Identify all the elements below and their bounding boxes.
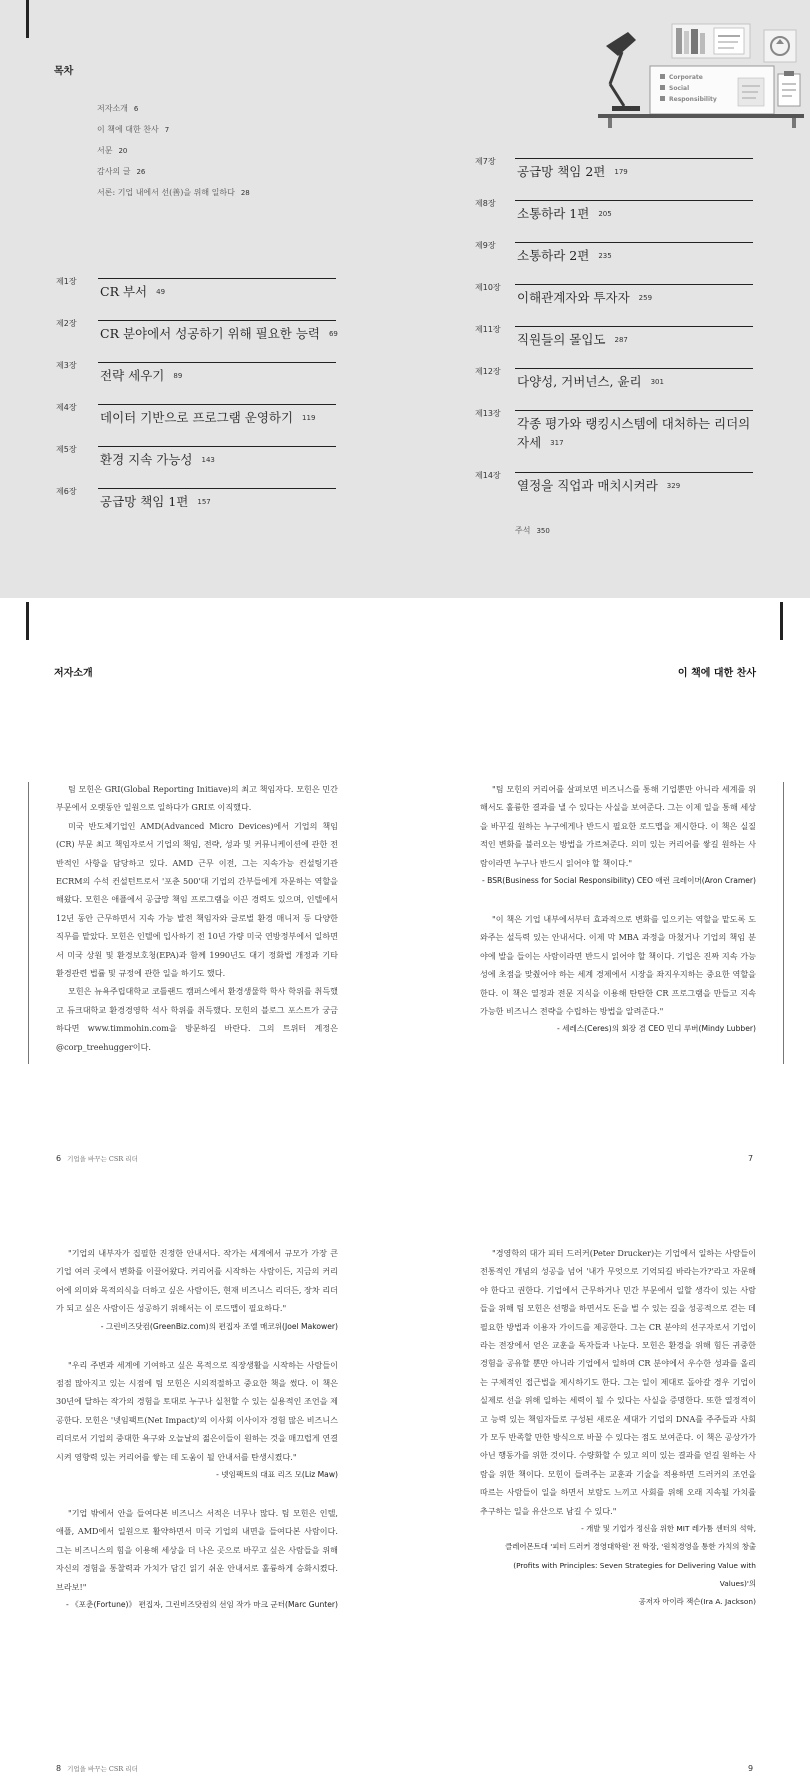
desk-surface <box>598 114 804 118</box>
toc-heading: 목차 <box>54 66 74 77</box>
praise-quote: "기업의 내부자가 집필한 진정한 안내서다. 작가는 세계에서 규모가 가장 큰 기업 여러 곳에서 변화를 이끌어왔다. 커리어를 시작하는 사람이든, 지금의 커리어에 의미와 목적의식을 더하고 싶은 사람이든, 현재 비즈니스 리더든, 장차 리더가 되고 싶은 사람이든 성공하기 위해서는 이 로드맵이 필요하다." <box>56 1248 338 1314</box>
praise-quote: "기업 밖에서 안을 들여다본 비즈니스 서적은 너무나 많다. 팀 모힌은 인텔, 애플, AMD에서 일원으로 활약하면서 미국 기업의 내면을 들여다본 사람이다. 그는 비즈니스의 힘을 이용해 세상을 더 나은 곳으로 바꾸고 싶은 사람들을 위해 자신의 경험을 통찰력과 가치가 담긴 읽기 쉬운 안내서로 훌륭하게 승화시켰다. 브라보!" <box>56 1508 338 1592</box>
chapter-number: 제10장 <box>475 283 501 292</box>
bio-paragraph: 팀 모힌은 GRI(Global Reporting Initiave)의 최고 책임자다. 모힌은 민간 부문에서 오랫동안 일원으로 일하다가 GRI로 이직했다. <box>56 784 338 813</box>
board-line-1: Corporate <box>669 74 703 81</box>
praise-attribution: - 그린비즈닷컴(GreenBiz.com)의 편집자 조엘 매코위(Joel Makower) <box>100 1321 338 1331</box>
praise-attribution: - 세레스(Ceres)의 회장 겸 CEO 민디 루버(Mindy Lubber) <box>557 1024 756 1034</box>
praise-quote: "이 책은 기업 내부에서부터 효과적으로 변화를 일으키는 역할을 맡도록 도와주는 설득력 있는 안내서다. 이제 막 MBA 과정을 마쳤거나 기업의 책임 분야에 발을 들이는 사람이라면 반드시 읽어야 할 책이다. 기업은 진짜 지속 가능성에 초점을 맞췄어야 하는 세계 경제에서 시장을 좌지우지하는 중요한 역할을 한다. 이 책은 열정과 전문 지식을 이용해 탄탄한 CR 프로그램을 만들고 지속 가능한 비즈니스 전략을 수립하는 방법을 알려준다." <box>480 914 756 1017</box>
chapter-title: 열정을 직업과 매치시켜라 329 <box>517 478 681 493</box>
chapter-rule <box>98 446 336 447</box>
bookshelf-icon <box>672 24 750 58</box>
section-title-praise: 이 책에 대한 찬사 <box>677 668 756 679</box>
praise-attribution: - 넷임팩트의 대표 리즈 모(Liz Maw) <box>216 1470 338 1480</box>
front-item-preface[interactable]: 서문 20 <box>97 146 128 155</box>
chapter-rule <box>515 158 753 159</box>
chapter-number: 제8장 <box>475 199 496 208</box>
section-title-author: 저자소개 <box>54 668 93 679</box>
folio-right: 7 <box>748 1154 754 1163</box>
chapter-title: 각종 평가와 랭킹시스템에 대처하는 리더의 자세 317 <box>517 416 751 450</box>
folio-left: 8 기업을 바꾸는 CSR 리더 <box>56 1764 138 1773</box>
chapter-title: 전략 세우기 89 <box>100 368 183 383</box>
chapter-title: 이해관계자와 투자자 259 <box>517 290 653 305</box>
chapter-number: 제2장 <box>56 319 77 328</box>
chapter-number: 제6장 <box>56 487 77 496</box>
clipboard-icon <box>778 71 800 106</box>
csr-illustration <box>588 22 808 128</box>
chapter-title: 소통하라 2편 235 <box>517 248 612 263</box>
praise-continued-spread <box>0 1168 810 1786</box>
chapter-number: 제14장 <box>475 471 501 480</box>
page-edge-mark <box>780 602 783 640</box>
chapter-rule <box>98 362 336 363</box>
chapter-rule <box>515 472 753 473</box>
praise-quote: "우리 주변과 세계에 기여하고 싶은 목적으로 직장생활을 시작하는 사람들이 점점 많아지고 있는 시점에 팀 모힌은 시의적절하고 중요한 책을 썼다. 이 책은 30년에 달하는 작가의 경험을 토대로 누구나 실천할 수 있는 실용적인 조언을 제공한다. 모힌은 '넷임팩트(Net Impact)'의 이사회 이사이자 경험 많은 비즈니스 리더로서 기업의 중대한 욕구와 오늘날의 젊은이들이 원하는 것을 매끄럽게 연결시켜 영향력 있는 커리어를 쌓는 데 도움이 될 안내서를 탄생시켰다." <box>56 1359 338 1462</box>
recycle-icon <box>764 30 796 62</box>
chapter-number: 제11장 <box>475 325 501 334</box>
chapter-number: 제12장 <box>475 367 501 376</box>
bio-paragraph: 미국 반도체기업인 AMD(Advanced Micro Devices)에서 기업의 책임(CR) 부문 최고 책임자로서 기업의 책임, 전략, 성과 및 커뮤니케이션에 관한 전반적인 사항을 담당하고 있다. AMD 근무 이전, 그는 지속가능 컨설팅기관 ECRM의 수석 컨설턴트로서 '포춘 500'대 기업의 간부들에게 자문하는 역할을 해왔다. 모힌은 애플에서 공급망 책임 프로그램을 이끈 경력도 있으며, 인텔에서 12년 동안 근무하면서 지속 가능 발전 책임자와 글로벌 환경 매니저 등 다양한 직무를 맡았다. 모힌은 인텔에 입사하기 전 10년 가량 미국 연방정부에서 일하면서 미국 상원 및 환경보호청(EPA)과 함께 1990년도 대기 정화법 개정과 기타 환경관련 법률 및 규정에 관한 일을 하기도 했다. <box>56 820 338 979</box>
toc-notes[interactable]: 주석 350 <box>515 526 550 535</box>
page-edge-mark <box>26 602 29 640</box>
front-item-praise[interactable]: 이 책에 대한 찬사 7 <box>97 125 170 134</box>
praise-column-left <box>56 1244 338 1634</box>
chapter-rule <box>98 404 336 405</box>
chapter-rule <box>515 326 753 327</box>
toc-spread <box>0 0 810 598</box>
chapter-rule <box>515 368 753 369</box>
desk-lamp-icon <box>606 32 640 111</box>
margin-rule <box>28 782 29 1064</box>
praise-quote: "경영학의 대가 피터 드러커(Peter Drucker)는 기업에서 일하는 사람들이 전통적인 개념의 성공을 넘어 '내가 무엇으로 기억되길 바라는가?'라고 자문해야 한다고 권한다. 기업에서 근무하거나 민간 부문에서 일할 생각이 있는 사람들을 위해 팀 모힌은 선행을 하면서도 돈을 벌 수 있는 길을 성공적으로 걷는 데 필요한 방법과 이용자 가이드를 제공한다. 그는 CR 분야의 선구자로서 기업이라는 전장에서 얻은 교훈을 독자들과 나눈다. 모힌은 환경을 위해 힘든 귀중한 경험을 공유할 뿐만 아니라 기업에서 일하며 CR 분야에서 우수한 성과를 올리는 구체적인 접근법을 제시하기도 한다. 그는 일이 제대로 돌아갈 경우 기업이 실제로 선을 위해 일하는 세력이 될 수 있다는 사실을 증명한다. 또한 열정적이고 능력 있는 책임자들로 구성된 새로운 세대가 기업의 DNA를 주주들과 사회가 모두 반족할 만한 방식으로 바꿀 수 있다는 점도 보여준다. 이 책은 공상가가 아닌 행동가를 위한 것이다. 수량화할 수 있고 의미 있는 결과를 얻길 원하는 사람을 위한 책이다. 모힌이 들려주는 교훈과 기술을 적용하면 드러커의 조언을 따르는 사람들이 일을 하면서 보람도 느끼고 사회를 위해 오래 지속될 가치를 추구하는 일을 유산으로 남길 수 있다." <box>480 1248 756 1516</box>
folio-left: 6 기업을 바꾸는 CSR 리더 <box>56 1154 138 1163</box>
chapter-rule <box>515 242 753 243</box>
chapter-title: 공급망 책임 1편 157 <box>100 494 211 509</box>
front-item-introduction[interactable]: 서론: 기업 내에서 선(善)을 위해 일하다 28 <box>97 188 250 197</box>
praise-column-right <box>480 1244 756 1611</box>
chapter-title: 소통하라 1편 205 <box>517 206 612 221</box>
chapter-title: 환경 지속 가능성 143 <box>100 452 215 467</box>
praise-attribution: - 《포춘(Fortune)》 편집자, 그린비즈닷컴의 선임 작가 마크 군터(Marc Gunter) <box>66 1600 338 1610</box>
front-item-acknowledgments[interactable]: 감사의 글 26 <box>97 167 146 176</box>
author-praise-spread <box>0 598 810 1168</box>
praise-attribution: - BSR(Business for Social Responsibility) CEO 애런 크레이머(Aron Cramer) <box>481 876 756 886</box>
csr-board <box>650 66 774 114</box>
chapter-title: CR 부서 49 <box>100 284 166 299</box>
chapter-title: 다양성, 거버넌스, 윤리 301 <box>517 374 664 389</box>
margin-rule <box>783 782 784 1064</box>
praise-column <box>480 780 756 1058</box>
chapter-number: 제5장 <box>56 445 77 454</box>
chapter-rule <box>515 200 753 201</box>
chapter-number: 제13장 <box>475 409 501 418</box>
page-edge-mark <box>26 0 29 38</box>
bio-paragraph: 모힌은 뉴욕주립대학교 코틀랜드 캠퍼스에서 환경생물학 학사 학위를 취득했고 듀크대학교 환경경영학 석사 학위를 취득했다. 모힌의 블로그 포스트가 궁금하다면 www.timmohin.com을 방문하길 바란다. 그의 트위터 계정은 @corp_treehugger이다. <box>56 986 338 1052</box>
board-line-3: Responsibility <box>669 96 717 103</box>
author-bio <box>56 780 338 1056</box>
chapter-number: 제1장 <box>56 277 77 286</box>
folio-right: 9 <box>748 1764 754 1773</box>
chapter-number: 제3장 <box>56 361 77 370</box>
praise-quote: "팀 모힌의 커리어를 살펴보면 비즈니스를 통해 기업뿐만 아니라 세계를 위해서도 훌륭한 결과를 낼 수 있다는 사실을 보여준다. 그는 이제 일을 통해 세상을 바꾸길 원하는 누구에게나 반드시 필요한 로드맵을 제시한다. 이 책은 실질적인 변화를 불러오는 방법을 가르쳐준다. 의미 있는 커리어를 쌓길 원하는 사람이라면 누구나 반드시 읽어야 할 책이다." <box>480 784 756 868</box>
chapter-rule <box>515 284 753 285</box>
front-matter-list <box>97 103 250 208</box>
chapter-number: 제4장 <box>56 403 77 412</box>
chapter-rule <box>98 488 336 489</box>
front-item-author[interactable]: 저자소개 6 <box>97 104 139 113</box>
chapter-title: 데이터 기반으로 프로그램 운영하기 119 <box>100 410 316 425</box>
chapter-rule <box>98 320 336 321</box>
board-line-2: Social <box>669 85 690 92</box>
chapter-rule <box>98 278 336 279</box>
chapter-title: 공급망 책임 2편 179 <box>517 164 628 179</box>
chapter-title: CR 분야에서 성공하기 위해 필요한 능력 69 <box>100 326 338 341</box>
chapter-number: 제7장 <box>475 157 496 166</box>
chapter-rule <box>515 410 753 411</box>
praise-attribution: - 개발 및 기업가 정신을 위한 MIT 레가툼 센터의 석학, 클레어몬트대 '피터 드러커 경영대학원' 전 학장, '원칙경영을 통한 가치의 창출 (Profits with Principles: Seven Strategies for Delivering Value with Values)'의 공저자 아이라 잭슨(Ira A. Jackson) <box>505 1524 756 1606</box>
chapter-number: 제9장 <box>475 241 496 250</box>
chapter-title: 직원들의 몰입도 287 <box>517 332 628 347</box>
